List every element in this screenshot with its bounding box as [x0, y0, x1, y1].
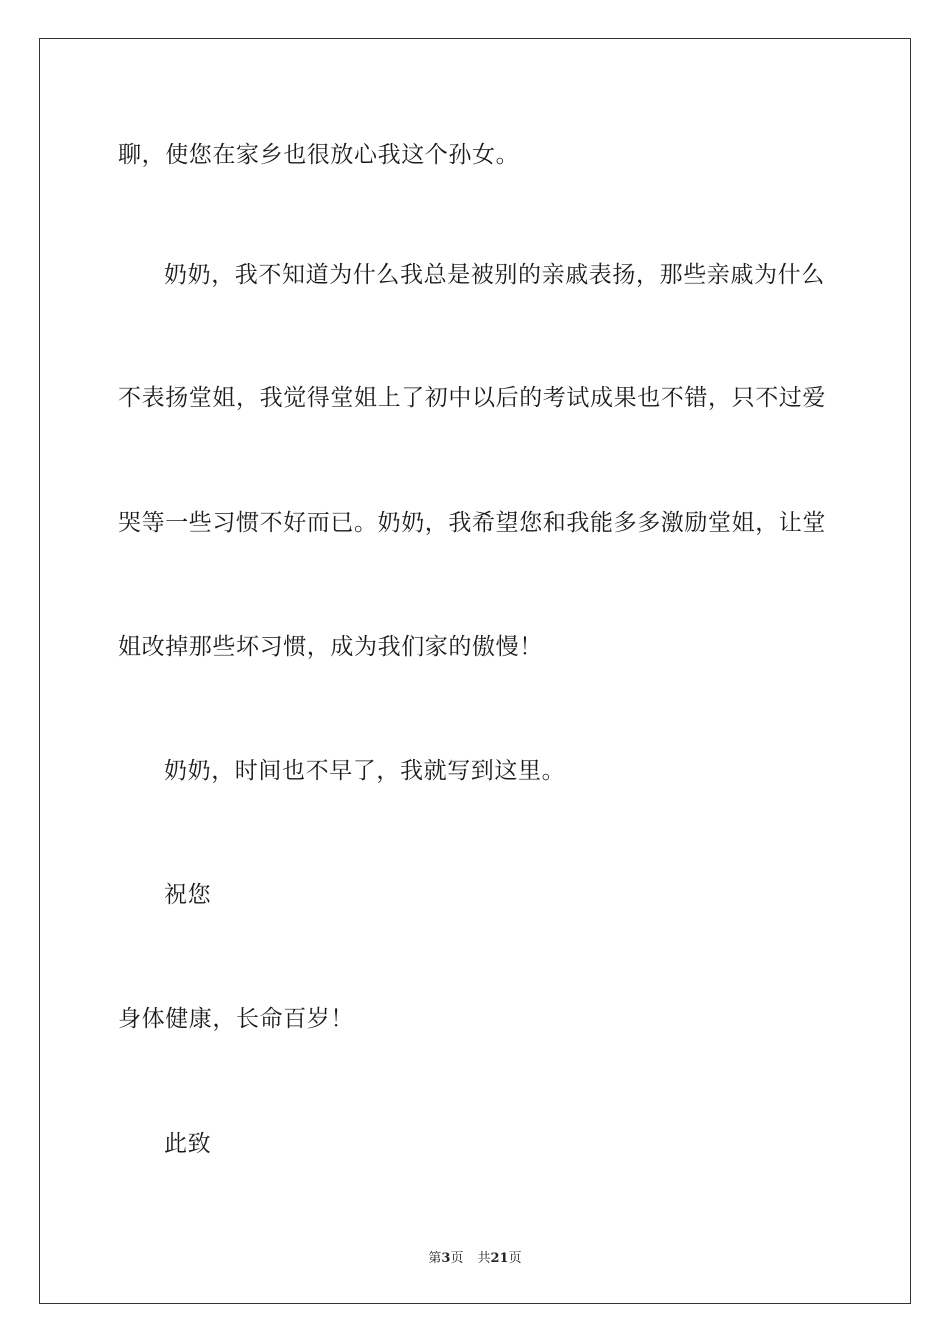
- body-line-4: 哭等一些习惯不好而已。奶奶，我希望您和我能多多激励堂姐，让堂: [118, 510, 826, 536]
- closing-blessing: 身体健康，长命百岁！: [118, 1006, 354, 1032]
- page-suffix: 页: [450, 1251, 464, 1266]
- total-prefix: 共: [477, 1251, 491, 1266]
- body-line-3: 不表扬堂姐，我觉得堂姐上了初中以后的考试成果也不错，只不过爱: [118, 385, 826, 411]
- body-line-2: 奶奶，我不知道为什么我总是被别的亲戚表扬，那些亲戚为什么: [164, 262, 825, 288]
- total-suffix: 页: [508, 1251, 522, 1266]
- body-line-6: 奶奶，时间也不早了，我就写到这里。: [164, 758, 566, 784]
- page-footer: [0, 1247, 950, 1266]
- body-line-5: 姐改掉那些坏习惯，成为我们家的傲慢！: [118, 634, 543, 660]
- page-number: 3: [441, 1251, 451, 1266]
- page-prefix: 第: [428, 1251, 442, 1266]
- closing-salutation: 此致: [164, 1131, 212, 1157]
- body-line-1: 聊，使您在家乡也很放心我这个孙女。: [118, 142, 520, 168]
- page-border: [39, 38, 911, 1304]
- closing-wish: 祝您: [164, 882, 212, 908]
- total-pages: 21: [490, 1251, 509, 1266]
